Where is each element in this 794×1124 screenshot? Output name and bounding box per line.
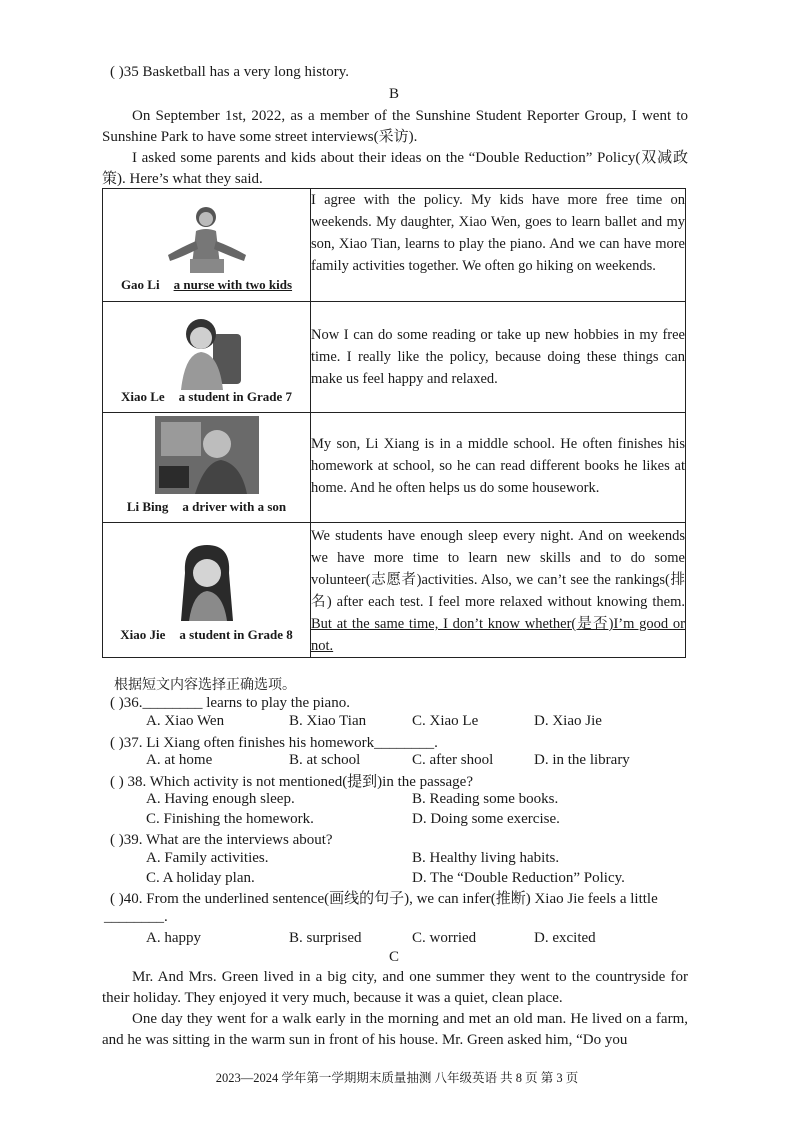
person-role: a student in Grade 8 [179,627,293,642]
question-35 [110,64,349,81]
question-stem: 39. What are the interviews about? [123,832,333,848]
option-c: C. worried [412,930,477,946]
person-role: a driver with a son [182,499,287,514]
option-b: B. Reading some books. [412,791,559,807]
table-row [103,302,686,413]
intro-paragraph-1: On September 1st, 2022, as a member of the Sunshine Student Reporter Group, I went to Sunshine Park to have some street interviews(采访). [102,108,688,145]
table-row [103,413,686,523]
table-row [103,523,686,658]
li-bing-photo [155,416,259,494]
person-role: a nurse with two kids [173,277,293,292]
option-c: C. Finishing the homework. [146,811,314,827]
option-b: B. Healthy living habits. [412,850,560,866]
xiao-le-caption [103,389,310,405]
interview-text [311,523,686,658]
xiao-le-photo [167,310,247,392]
question-stem: 38. Which activity is not mentioned(提到)in the passage? [123,774,473,790]
interview-text-plain: We students have enough sleep every night. And on weekends we have more time to learn new skills and to do some volunteer(志愿者)activities. Also, we can’t see the rankings(排名) after each test. I feel more relaxed without knowing them. [311,528,685,610]
option-d: D. The “Double Reduction” Policy. [412,870,625,886]
question-stem: 40. From the underlined sentence(画线的句子), we can infer(推断) Xiao Jie feels a little [123,891,658,907]
person-role: a student in Grade 7 [178,389,293,404]
question-37 [110,733,438,753]
option-c: C. A holiday plan. [146,870,255,886]
option-d: D. excited [534,930,596,946]
underlined-sentence: But at the same time, I don’t know whether(是否)I’m good or not. [311,616,685,654]
question-text: 35 Basketball has a very long history. [123,64,349,80]
person-name: Gao Li [120,277,160,292]
option-d: D. Doing some exercise. [412,811,560,827]
question-38 [110,772,473,792]
section-heading-b: B [389,86,400,102]
interview-text: Now I can do some reading or take up new hobbies in my free time. I really like the policy, because doing these things can make us feel happy and relaxed. [311,302,686,413]
person-name: Li Bing [126,499,169,514]
option-a: A. Xiao Wen [146,713,225,729]
option-a: A. Having enough sleep. [146,791,295,807]
answer-bracket: ( ) [110,695,124,711]
option-a: A. Family activities. [146,850,269,866]
photo-cell [103,523,311,658]
option-a: A. happy [146,930,201,946]
option-d: D. Xiao Jie [534,713,602,729]
interview-text: I agree with the policy. My kids have more free time on weekends. My daughter, Xiao Wen, goes to learn ballet and my son, Xiao Tian, learns to play the piano. And we can have more family activities together. We often go hiking on weekends. [311,189,686,302]
option-b: B. Xiao Tian [289,713,367,729]
question-stem: 36.________ learns to play the piano. [123,695,350,711]
photo-cell [103,413,311,523]
answer-bracket: ( ) [110,891,124,907]
question-39 [110,830,333,850]
xiao-jie-caption [103,627,310,643]
xiao-jie-photo [167,537,247,621]
answer-bracket: ( ) [110,774,124,790]
interview-text: My son, Li Xiang is in a middle school. He often finishes his homework at school, so he can read different books he likes at home. And he often helps us do some housework. [311,413,686,523]
option-b: B. at school [289,752,361,768]
page-footer: 2023—2024 学年第一学期期末质量抽测 八年级英语 共 8 页 第 3 页 [215,1071,579,1085]
li-bing-caption [103,499,310,515]
answer-bracket: ( ) [110,735,124,751]
photo-cell [103,189,311,302]
answer-bracket: ( ) [110,64,124,80]
answer-blank: ________. [104,909,168,925]
photo-cell [103,302,311,413]
instruction: 根据短文内容选择正确选项。 [114,677,296,693]
c-paragraph-1: Mr. And Mrs. Green lived in a big city, and one summer they went to the countryside for their holiday. They enjoyed it very much, because it was a quiet, clean place. [102,969,688,1006]
option-d: D. in the library [534,752,630,768]
question-36 [110,693,350,713]
answer-bracket: ( ) [110,832,124,848]
section-heading-c: C [389,949,400,965]
question-40 [110,889,658,909]
gao-li-photo [162,201,252,279]
option-c: C. Xiao Le [412,713,479,729]
option-a: A. at home [146,752,213,768]
person-name: Xiao Jie [120,627,166,642]
option-b: B. surprised [289,930,362,946]
gao-li-caption [103,277,310,293]
option-c: C. after shool [412,752,494,768]
intro-paragraph-2: I asked some parents and kids about their ideas on the “Double Reduction” Policy(双减政策). Here’s what they said. [102,150,688,187]
question-stem: 37. Li Xiang often finishes his homework________. [123,735,438,751]
person-name: Xiao Le [120,389,165,404]
c-paragraph-2: One day they went for a walk early in the morning and met an old man. He lived on a farm, and he was sitting in the warm sun in front of his house. Mr. Green asked him, “Do you [102,1011,688,1048]
table-row [103,189,686,302]
interview-table [102,188,686,658]
